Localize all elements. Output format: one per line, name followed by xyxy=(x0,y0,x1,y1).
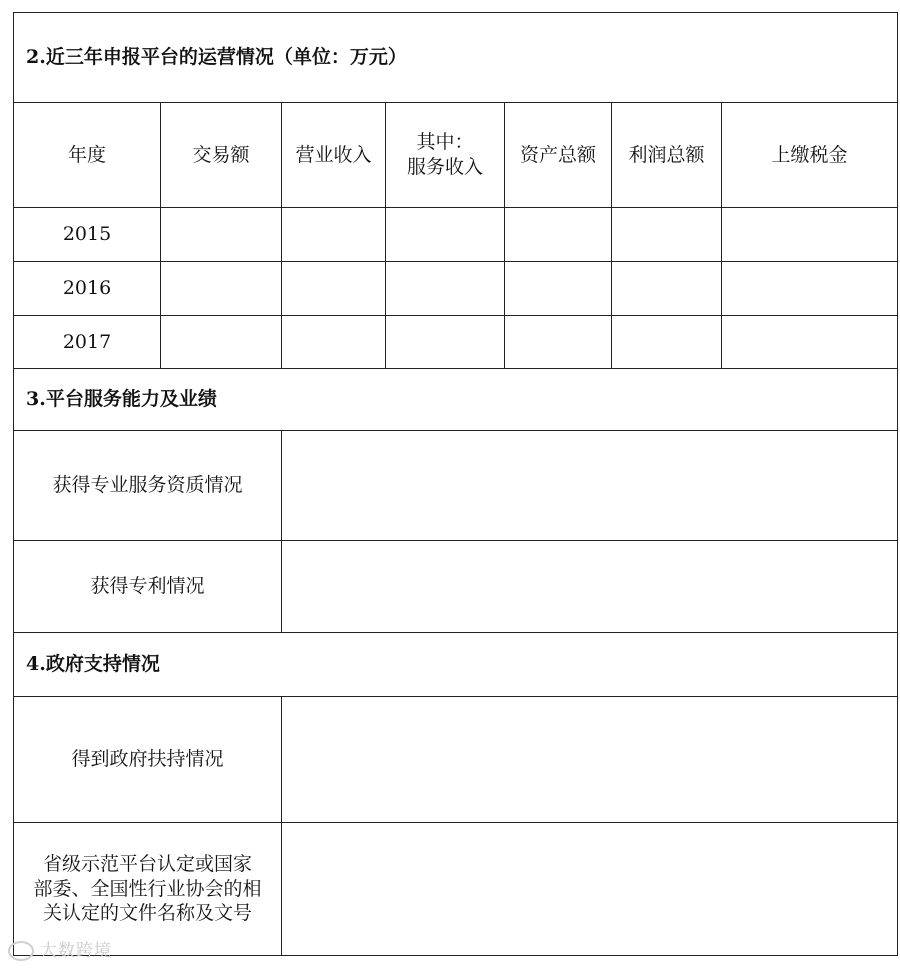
section-2-row xyxy=(14,13,898,103)
input-cell[interactable] xyxy=(722,262,898,316)
input-cell[interactable] xyxy=(161,316,282,369)
input-cell[interactable] xyxy=(612,208,722,262)
header-service-line2: 服务收入 xyxy=(406,156,483,178)
input-cell[interactable] xyxy=(282,262,386,316)
section-2-title: 2.近三年申报平台的运营情况（单位：万元） xyxy=(14,13,898,103)
input-cell[interactable] xyxy=(386,316,505,369)
qualification-label: 获得专业服务资质情况 xyxy=(14,431,282,541)
input-cell[interactable] xyxy=(282,316,386,369)
section-4-title: 4.政府支持情况 xyxy=(14,633,898,697)
watermark-text: 大数跨境 xyxy=(40,941,112,961)
header-year: 年度 xyxy=(14,103,161,208)
certification-line3: 关认定的文件名称及文号 xyxy=(42,902,252,925)
input-cell[interactable] xyxy=(161,262,282,316)
gov-support-label: 得到政府扶持情况 xyxy=(14,697,282,823)
input-cell[interactable] xyxy=(722,208,898,262)
patent-label: 获得专利情况 xyxy=(14,541,282,633)
table-row xyxy=(14,316,898,369)
table-row xyxy=(14,697,898,823)
input-cell[interactable] xyxy=(612,316,722,369)
section-3-title: 3.平台服务能力及业绩 xyxy=(14,369,898,431)
input-cell[interactable] xyxy=(612,262,722,316)
input-cell[interactable] xyxy=(386,208,505,262)
year-cell: 2017 xyxy=(14,316,161,369)
header-total-assets: 资产总额 xyxy=(505,103,612,208)
application-form xyxy=(13,12,897,956)
qualification-input[interactable] xyxy=(282,431,898,541)
input-cell[interactable] xyxy=(505,262,612,316)
input-cell[interactable] xyxy=(161,208,282,262)
year-cell: 2015 xyxy=(14,208,161,262)
input-cell[interactable] xyxy=(505,208,612,262)
table-row xyxy=(14,262,898,316)
certification-line2: 部委、全国性行业协会的相 xyxy=(33,877,262,900)
table-row xyxy=(14,431,898,541)
year-cell: 2016 xyxy=(14,262,161,316)
header-service-line1: 其中： xyxy=(416,131,474,154)
form-table xyxy=(13,12,898,956)
watermark xyxy=(8,936,112,961)
header-tax-paid: 上缴税金 xyxy=(722,103,898,208)
input-cell[interactable] xyxy=(505,316,612,369)
input-cell[interactable] xyxy=(386,262,505,316)
header-total-profit: 利润总额 xyxy=(612,103,722,208)
certification-input[interactable] xyxy=(282,823,898,956)
table-row xyxy=(14,541,898,633)
header-row xyxy=(14,103,898,208)
certification-line1: 省级示范平台认定或国家 xyxy=(42,852,252,875)
header-trade-volume: 交易额 xyxy=(161,103,282,208)
header-service-income xyxy=(386,103,505,208)
section-4-row xyxy=(14,633,898,697)
header-revenue: 营业收入 xyxy=(282,103,386,208)
chat-bubble-icon xyxy=(8,941,34,961)
table-row xyxy=(14,823,898,956)
patent-input[interactable] xyxy=(282,541,898,633)
table-row xyxy=(14,208,898,262)
gov-support-input[interactable] xyxy=(282,697,898,823)
section-3-row xyxy=(14,369,898,431)
input-cell[interactable] xyxy=(722,316,898,369)
input-cell[interactable] xyxy=(282,208,386,262)
